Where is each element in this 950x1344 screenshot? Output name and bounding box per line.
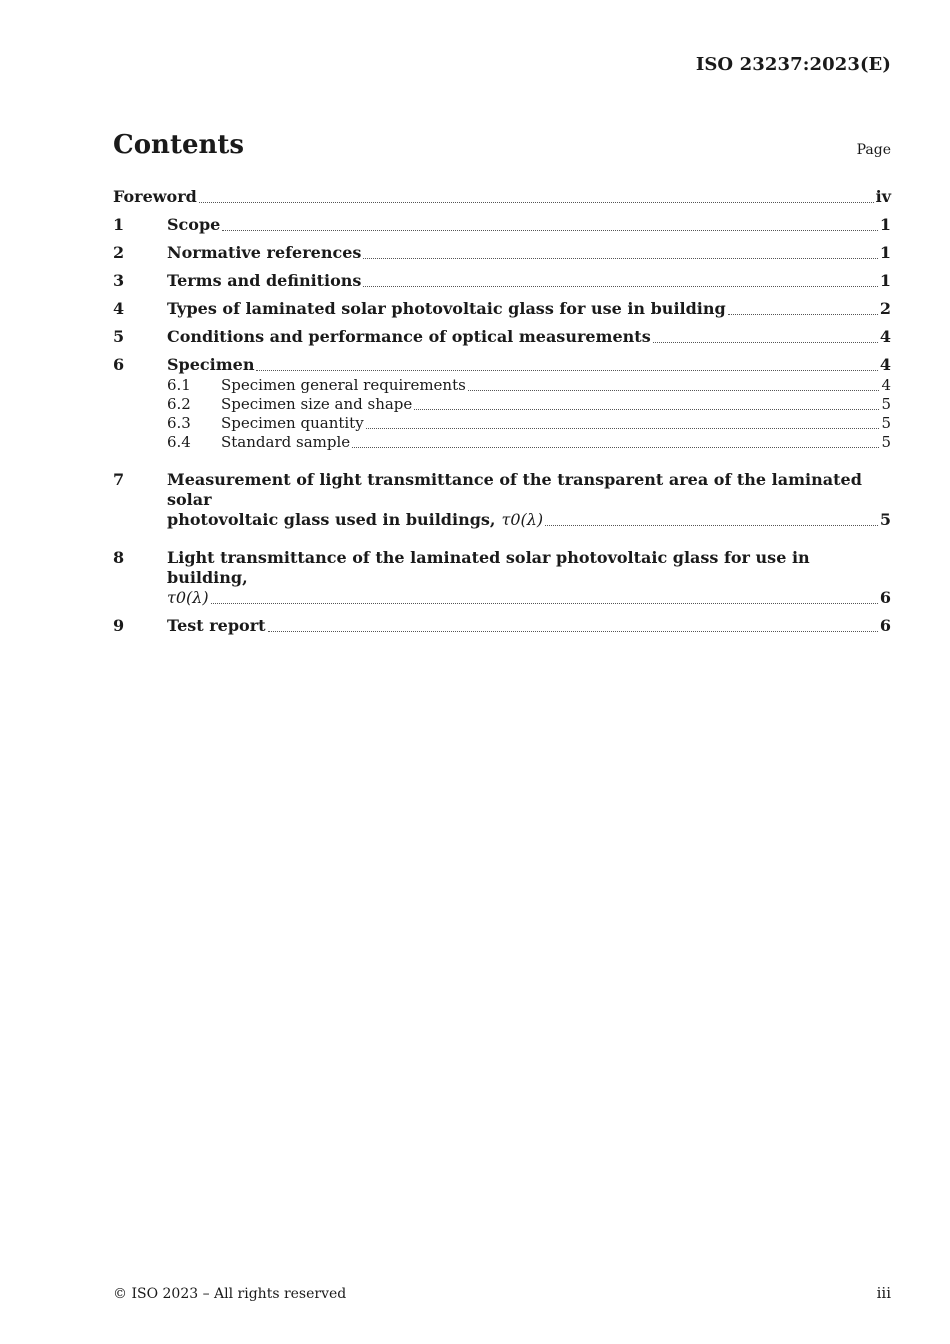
- toc-entry-title: Foreword: [113, 187, 197, 206]
- page-column-label: Page: [856, 142, 891, 158]
- toc-entry-normative-references[interactable]: [113, 243, 891, 263]
- toc-subentry-page: 5: [881, 395, 891, 413]
- toc-entry-measurement[interactable]: [113, 470, 891, 530]
- toc-entry-page: 1: [879, 215, 891, 234]
- toc-entry-title: Terms and definitions: [167, 271, 362, 290]
- toc-subentry-title: Specimen size and shape: [221, 395, 413, 413]
- tau-zero-lambda-symbol: τ0(λ): [167, 588, 209, 607]
- toc-entry-page: 2: [879, 299, 891, 318]
- toc-entry-conditions[interactable]: [113, 327, 891, 347]
- dot-leader: [414, 408, 879, 410]
- dot-leader: [352, 446, 879, 448]
- toc-subentry-general-requirements[interactable]: [113, 376, 891, 395]
- toc-subentry-number: 6.2: [167, 395, 191, 413]
- dot-leader: [366, 427, 880, 429]
- toc-entry-types[interactable]: [113, 299, 891, 319]
- dot-leader: [363, 285, 877, 287]
- toc-entry-page: 5: [879, 510, 891, 529]
- toc-entry-page: 6: [879, 588, 891, 607]
- dot-leader: [363, 257, 877, 259]
- page-number: iii: [876, 1284, 891, 1302]
- toc-entry-number: 8: [113, 548, 125, 567]
- toc-entry-page: 4: [879, 355, 891, 374]
- toc-subentry-number: 6.4: [167, 433, 191, 451]
- toc-entry-page: iv: [875, 187, 891, 206]
- toc-subentry-title: Standard sample: [221, 433, 351, 451]
- copyright-notice: © ISO 2023 – All rights reserved: [113, 1286, 347, 1302]
- toc-subentry-title: Specimen quantity: [221, 414, 364, 432]
- toc-entry-title: Normative references: [167, 243, 362, 262]
- contents-title: Contents: [113, 130, 245, 160]
- dot-leader: [268, 630, 878, 632]
- toc-entry-title: Test report: [167, 616, 266, 635]
- dot-leader: [211, 602, 878, 604]
- toc-entry-title-line-1: Light transmittance of the laminated solar photovoltaic glass for use in building,: [167, 548, 810, 587]
- toc-subentry-title: Specimen general requirements: [221, 376, 466, 394]
- table-of-contents: [113, 183, 891, 636]
- toc-entry-light-transmittance[interactable]: [113, 548, 891, 608]
- toc-entry-page: 4: [879, 327, 891, 346]
- toc-subentry-number: 6.3: [167, 414, 191, 432]
- dot-leader: [653, 341, 878, 343]
- dot-leader: [199, 201, 874, 203]
- toc-entry-number: 4: [113, 299, 125, 318]
- document-id: ISO 23237:2023(E): [695, 54, 891, 75]
- toc-subentry-page: 5: [881, 414, 891, 432]
- dot-leader: [728, 313, 878, 315]
- toc-entry-page: 6: [879, 616, 891, 635]
- tau-zero-lambda-symbol: τ0(λ): [501, 510, 544, 529]
- toc-entry-test-report[interactable]: [113, 616, 891, 636]
- toc-subentry-page: 5: [881, 433, 891, 451]
- toc-subentry-number: 6.1: [167, 376, 191, 394]
- toc-entry-title: Conditions and performance of optical measurements: [167, 327, 651, 346]
- dot-leader: [468, 389, 880, 391]
- toc-entry-number: 9: [113, 616, 125, 635]
- toc-entry-scope[interactable]: [113, 215, 891, 235]
- toc-entry-number: 5: [113, 327, 125, 346]
- toc-entry-title-line-1: Measurement of light transmittance of the transparent area of the laminated solar: [167, 470, 862, 509]
- toc-entry-title: Types of laminated solar photovoltaic glass for use in building: [167, 299, 726, 318]
- toc-entry-number: 3: [113, 271, 125, 290]
- toc-entry-foreword[interactable]: [113, 187, 891, 207]
- toc-entry-title-line-2: photovoltaic glass used in buildings,: [167, 510, 496, 529]
- toc-subentry-page: 4: [881, 376, 891, 394]
- dot-leader: [545, 524, 878, 526]
- contents-header: [113, 130, 891, 166]
- toc-entry-number: 1: [113, 215, 125, 234]
- toc-entry-number: 7: [113, 470, 125, 489]
- toc-subentry-size-and-shape[interactable]: [113, 395, 891, 414]
- toc-entry-specimen[interactable]: [113, 355, 891, 375]
- toc-entry-number: 6: [113, 355, 125, 374]
- dot-leader: [222, 229, 878, 231]
- toc-entry-terms-and-definitions[interactable]: [113, 271, 891, 291]
- toc-entry-title: Scope: [167, 215, 221, 234]
- toc-entry-page: 1: [879, 243, 891, 262]
- dot-leader: [256, 369, 877, 371]
- toc-subentry-quantity[interactable]: [113, 414, 891, 433]
- toc-entry-number: 2: [113, 243, 125, 262]
- toc-entry-title: Specimen: [167, 355, 255, 374]
- toc-entry-page: 1: [879, 271, 891, 290]
- toc-subentry-standard-sample[interactable]: [113, 433, 891, 452]
